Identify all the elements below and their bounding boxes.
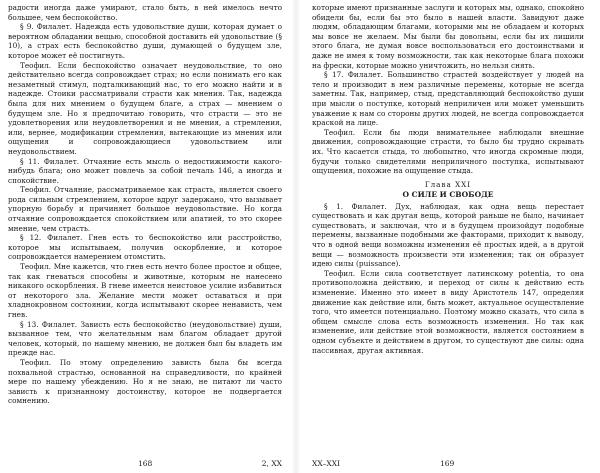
left-page [0,0,290,473]
paragraph: Теофил. Мне кажется, что гнев есть нечто более простое и общее, так как гневаться способны и животные, которым не нанесено никакого оскорбления. В гневе имеется неистовое усилие избавиться от некоторого зла. Желание мести может оставаться и при хладнокровном состоянии, когда испытывают скорее ненависть, чем гнев. [8,262,282,319]
paragraph: § 11. Филалет. Отчаяние есть мысль о недостижимости какого-нибудь блага; оно может повлечь за собой печаль 146, а иногда и спокойствие. [8,156,282,185]
paragraph: Теофил. По этому определению зависть была бы всегда похвальной страстью, основанной на справедливости, по крайней мере по нашему убеждению. Но я не знаю, не питают ли часто зависть к признанному достоинству, которое не подвергается сомнению. [8,357,282,406]
page-number: 168 [138,459,153,468]
running-head: 2, XX [261,459,282,468]
right-page-text [312,3,584,355]
right-page-footer [302,459,592,469]
paragraph: которые имеют признанные заслуги и которых мы, однако, спокойно обидели бы, если бы это было в нашей власти. Завидуют даже людям, обладающим благами, которыми мы не обладаем и которых мы вовсе не желаем. Мы были бы довольны, если бы их лишили этого блага, не думая вовсе воспользоваться его достоинствами и даже не имея к тому возможности, так как некоторые блага похожи на фрески, которые можно уничтожить, но нельзя снять. [312,3,584,70]
paragraph: Теофил. Отчаяние, рассматриваемое как страсть, является своего рода сильным стремлением, которое вдруг задержано, что вызывает упорную борьбу и причиняет большое неудовольствие. Но когда отчаяние сопровождается спокойствием или апатией, то это скорее мнение, чем страсть. [8,185,282,233]
paragraph: § 9. Филалет. Надежда есть удовольствие души, которая думает о вероятном обладании вещью, способной доставить ей удовольствие (§ 10), а страх есть беспокойство души, думающей о будущем зле, которое может её постигнуть. [8,22,282,60]
book-gutter [292,0,300,473]
paragraph: Теофил. Если бы люди внимательнее наблюдали внешние движения, сопровождающие страсти, то было бы трудно скрывать их. Что касается стыда, то любопытно, что иногда скромные люди, будучи только свидетелями неприличного поступка, испытывают ощущения, похожие на ощущение стыда. [312,127,584,176]
paragraph: § 1. Филалет. Дух, наблюдая, как одна вещь перестает существовать и как другая вещь, которой раньше не было, начинает существовать, и заключая, что и в будущем произойдут подобные перемены, вызванные подобными же факторами, приходит к выводу, что в одной вещи возможны изменения её простых идей, а в другой вещи — возможность произвести эти изменения; так он образует идею силы (puissance). [312,201,584,269]
paragraph: § 17. Филалет. Большинство страстей воздействует у людей на тело и производит в нем различные перемены, которые не всегда заметны. Так, например, стыд, представляющий беспокойство души при мысли о поступке, который неприличен или может уменьшить уважение к нам со стороны других людей, не всегда сопровождается краской на лице. [312,70,584,128]
right-page [302,0,592,473]
paragraph: § 12. Филалет. Гнев есть то беспокойство или расстройство, которое мы испытываем, получив оскорбление, и которое сопровождается намерением отомстить. [8,233,282,262]
paragraph: § 13. Филалет. Зависть есть беспокойство (неудовольствие) души, вызванное тем, что желательным нам благом обладает другой человек, который, по нашему мнению, не должен был бы владеть им прежде нас. [8,319,282,358]
paragraph: Теофил. Если сила соответствует латинскому potentia, то она противоположна действию, и переход от силы к действию есть изменение. Именно это имеет в виду Аристотель 147, определяя движение как действие или, быть может, актуальное осуществление того, что имеется потенциально. Поэтому можно сказать, что сила в общем смысле слова есть возможность изменения. Но так как изменение, или действие этой возможности, является состоянием в одном субъекте и действием в другом, то существуют две силы: одна пассивная, другая активная. [312,268,584,355]
running-head: XX–XXI [312,459,341,468]
chapter-title: О СИЛЕ И СВОБОДЕ [402,189,494,199]
left-page-footer [0,459,290,469]
paragraph: Теофил. Если беспокойство означает неудовольствие, то оно действительно всегда сопровождает страх; но если понимать его как незаметный стимул, подталкивающий нас, то его можно найти и в надежде. Стоики рассматривали страсти как мнения. Так, надежда была для них мнением о будущем благе, а страх — мнением о будущем зле. Но я предпочитаю говорить, что страсти — это не удовлетворения или неудовлетворения и не мнения, а стремления, или, вернее, модификации стремления, вытекающие из мнения или ощущения и сопровождающиеся удовольствием или неудовольствием. [8,60,282,156]
page-number: 169 [440,459,455,468]
left-page-text [8,3,282,406]
chapter-label: Глава XXI [424,179,472,189]
paragraph: радости иногда даже умирают, стало быть, в ней имелось нечто большее, чем беспокойство. [8,3,282,22]
